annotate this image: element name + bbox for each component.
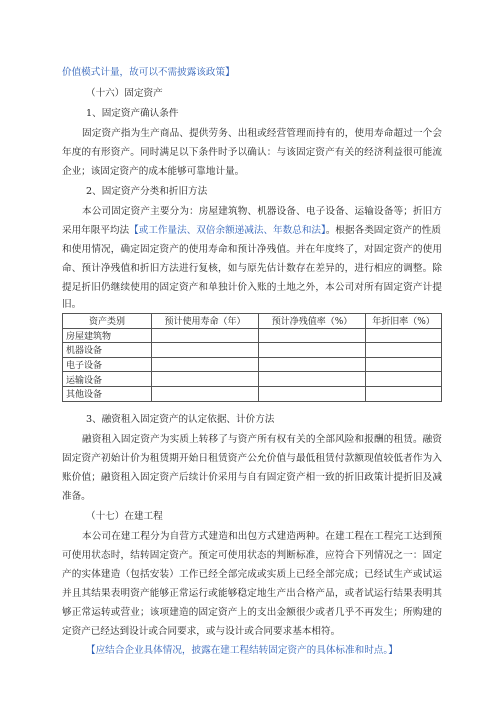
table-cell (366, 372, 442, 387)
table-header-row (63, 314, 442, 329)
section-heading-17: （十七）在建工程 (86, 511, 163, 522)
paragraph-line: 并且其结果表明资产能够正常运行或能够稳定地生产出合格产品，或者试运行结果表明其 (62, 588, 442, 599)
paragraph-line: 命、预计净残值和折旧方法进行复核，如与原先估计数存在差异的，进行相应的调整。除 (62, 263, 442, 274)
table-cell (259, 343, 366, 358)
table-cell (366, 328, 442, 343)
table-cell: 电子设备 (63, 357, 152, 372)
table-cell (152, 357, 259, 372)
table-cell: 机器设备 (63, 343, 152, 358)
table-cell (152, 328, 259, 343)
table-cell: 其他设备 (63, 386, 152, 401)
table-row (63, 328, 442, 343)
note-text: 价值模式计量，故可以不需披露该政策】 (62, 67, 235, 78)
table-row (63, 357, 442, 372)
table-cell (259, 357, 366, 372)
paragraph-line: 固定资产初始计价为租赁期开始日租赁资产公允价值与最低租赁付款额现值较低者作为入 (62, 453, 442, 464)
table-cell (366, 357, 442, 372)
table-cell (259, 372, 366, 387)
column-header: 年折旧率（%） (366, 314, 442, 329)
paragraph-line: 和使用情况，确定固定资产的使用寿命和预计净残值。并在年度终了，对固定资产的使用 (62, 244, 442, 255)
note-text: 【或工作量法、双倍余额递减法、年数总和法】 (129, 225, 326, 236)
paragraph-text: 采用年限平均法 (62, 225, 130, 236)
table-cell (152, 386, 259, 401)
paragraph-line: 账价值；融资租入固定资产后续计价采用与自有固定资产相一致的折旧政策计提折旧及减 (62, 472, 442, 483)
note-text: 【应结合企业具体情况，披露在建工程结转固定资产的具体标准和时点。】 (86, 645, 398, 656)
paragraph-line: 旧。 (62, 299, 82, 310)
paragraph-line: 本公司在建工程分为自营方式建造和出包方式建造两种。在建工程在工程完工达到预 (82, 531, 442, 542)
paragraph-text: 。根据各类固定资产的性质 (325, 225, 441, 236)
paragraph-line: 固定资产指为生产商品、提供劳务、出租或经营管理而持有的，使用寿命超过一个会 (82, 128, 442, 139)
column-header: 资产类别 (63, 314, 152, 329)
asset-depreciation-table (62, 313, 442, 402)
paragraph-line-mixed (62, 224, 442, 237)
table-cell (366, 343, 442, 358)
subheading-2: 2、固定资产分类和折旧方法 (86, 186, 208, 197)
paragraph-line: 年度的有形资产。同时满足以下条件时予以确认：与该固定资产有关的经济利益很可能流 (62, 147, 442, 158)
table-cell (152, 372, 259, 387)
table-cell (366, 386, 442, 401)
paragraph-line: 提足折旧仍继续使用的固定资产和单独计价入账的土地之外，本公司对所有固定资产计提 (62, 282, 442, 293)
subheading-1: 1、固定资产确认条件 (86, 108, 179, 119)
table-row (63, 372, 442, 387)
table-row (63, 386, 442, 401)
table-cell (152, 343, 259, 358)
paragraph-line: 准备。 (62, 491, 91, 502)
table-cell (259, 386, 366, 401)
paragraph-line: 本公司固定资产主要分为：房屋建筑物、机器设备、电子设备、运输设备等；折旧方 (82, 206, 442, 217)
table-cell: 运输设备 (63, 372, 152, 387)
column-header: 预计使用寿命（年） (152, 314, 259, 329)
paragraph-line: 可使用状态时，结转固定资产。预定可使用状态的判断标准，应符合下列情况之一：固定 (62, 550, 442, 561)
table-row (63, 343, 442, 358)
column-header: 预计净残值率（%） (259, 314, 366, 329)
table-cell: 房屋建筑物 (63, 328, 152, 343)
paragraph-line: 融资租入固定资产为实质上转移了与资产所有权有关的全部风险和报酬的租赁。融资 (82, 434, 442, 445)
paragraph-line: 产的实体建造（包括安装）工作已经全部完成或实质上已经全部完成；已经试生产或试运 (62, 569, 442, 580)
paragraph-line: 够正常运转或营业；该项建造的固定资产上的支出金额很少或者几乎不再发生；所购建的 (62, 607, 442, 618)
subheading-3: 3、融资租入固定资产的认定依据、计价方法 (86, 414, 275, 425)
paragraph-line: 企业；该固定资产的成本能够可靠地计量。 (62, 166, 245, 177)
paragraph-line: 定资产已经达到设计或合同要求，或与设计或合同要求基本相符。 (62, 626, 341, 637)
table-cell (259, 328, 366, 343)
section-heading-16: （十六）固定资产 (86, 88, 163, 99)
